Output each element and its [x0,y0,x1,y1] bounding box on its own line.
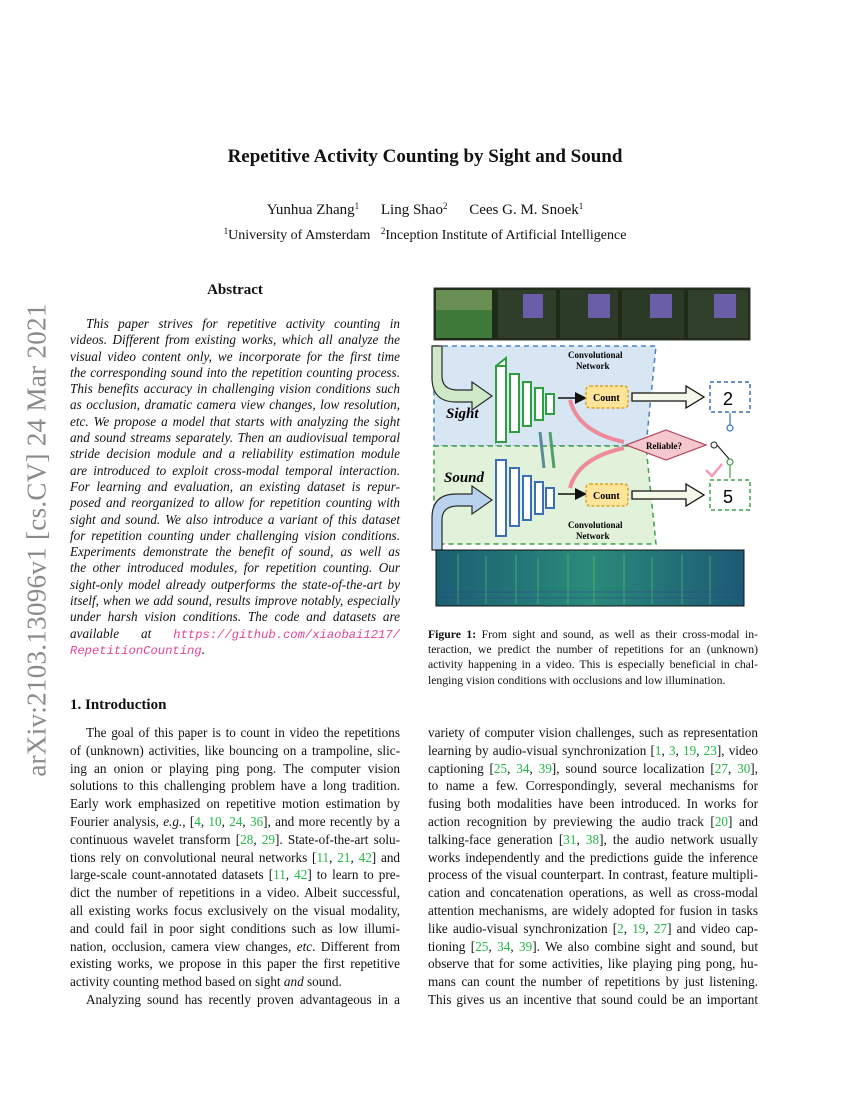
code-link[interactable]: https://github.com/xiaobai1217/ [173,627,400,642]
author: Ling Shao$^2$ [380,201,448,218]
text-line: large-scale count-annotated datasets [11, 42] to learn to pre- [70,867,400,883]
text-line: tioning [25, 34, 39]. We also combine sight and sound, but [428,938,758,954]
conv-label-top2: Network [576,361,610,371]
text-line: observe that for some activities, like playing ping pong, hu- [428,956,758,972]
text-line: action recognition by previewing the audio track [20] and [428,813,759,829]
svg-text:Reliable?: Reliable? [646,441,682,451]
conv-label-bottom2: Network [576,531,610,541]
svg-text:5: 5 [723,487,734,507]
text-line: process of the visual counterpart. In contrast, feature multipli- [428,867,758,883]
text-line: of (unknown) activities, like bouncing on a trampoline, slic- [70,742,400,758]
code-link-cont[interactable]: RepetitionCounting [70,643,202,658]
text-line: fusing both modalities have been introduced. In works for [428,796,758,812]
author: Cees G. M. Snoek$^1$ [469,201,584,218]
text-line: variety of computer vision challenges, such as representation [428,725,758,740]
author-list [0,201,850,219]
abstract-heading: Abstract [207,282,263,298]
paper-title: Repetitive Activity Counting by Sight and Sound [227,146,623,167]
text-line: ing an onion or playing ping pong. The computer vision [70,760,400,776]
text-line: Analyzing sound has recently proven advantageous in a [86,991,400,1007]
svg-text:Count: Count [593,491,620,502]
pipeline-diagram [428,282,758,614]
sound-label: Sound [444,470,485,486]
text-line: The goal of this paper is to count in video the repetitions [86,725,400,740]
figure-caption: Figure 1: From sight and sound, as well as their cross-modal in- teraction, we predict the number of repetitions for an (unknown) activity happening in a video. This is especially beneficial in chal- lenging vision conditions with occlusions and low illumination. [428,628,758,687]
text-line: and could fail in poor sight conditions such as low illumi- [70,920,400,936]
text-line: existing works, we propose in this paper the first repetitive [70,956,400,972]
text-line: continuous wavelet transform [28, 29]. State-of-the-art solu- [70,831,400,847]
text-line: cation and concatenation operations, as well as cross-modal [428,885,758,901]
arxiv-id: arXiv:2103.13096v1 [cs.CV] 24 Mar 2021 [21,303,52,777]
text-line: all existing works focus exclusively on the visual modality, [70,902,400,918]
check-mark [706,464,722,476]
author: Yunhua Zhang$^1$ [266,201,360,218]
svg-text:Count: Count [593,393,620,404]
intro-column-left [70,724,400,1009]
text-line: to name a few. Correspondingly, several mechanisms for [428,778,758,794]
section-heading-introduction: 1. Introduction [70,697,167,713]
text-line: like audio-visual synchronization [2, 19, 27] and video cap- [428,920,759,936]
intro-column-right [428,724,758,1009]
text-line: This gives us an incentive that sound could be an important [428,991,758,1007]
text-line: works independently and the predictions guide the inference [428,849,758,865]
text-line: captioning [25, 34, 39], sound source localization [27, 30], [428,760,758,776]
video-frames [434,288,750,340]
text-line: activity counting method based on sight and sound. [70,974,342,990]
text-line: Fourier analysis, e.g., [4, 10, 24, 36], and more recently by a [70,813,400,829]
text-line: talking-face generation [31, 38], the audio network usually [428,831,759,847]
conv-label-top: Convolutional [568,350,623,360]
text-line: dict the number of repetitions in a video. Albeit successful, [70,885,400,901]
text-line: mans can count the number of repetitions by just listening. [428,974,758,990]
text-line: tions rely on convolutional neural networks [11, 21, 42] and [70,849,401,865]
sight-label: Sight [446,406,479,422]
text-line: solutions to this challenging problem have a long tradition. [70,778,400,794]
text-line: attention mechanisms, are widely adopted for fusion in tasks [428,902,758,918]
text-line: Early work emphasized on repetitive motion estimation by [70,796,400,812]
affiliations: $^1$University of Amsterdam $^2$Inception Institute of Artificial Intelligence [223,226,627,243]
conv-label-bottom: Convolutional [568,520,623,530]
svg-text:2: 2 [723,389,734,409]
abstract-body: This paper strives for repetitive activity counting in videos. Different from existing works, which all analyze the visual video content only, we incorporate for the first time the corresponding sound into the repetition counting process. This benefits accuracy in challenging vision conditions such as occlusion, dramatic camera view changes, low resolution, etc. We propose a model that starts with analyzing the sight and sound streams separately. Then an audiovisual temporal stride decision module and a reliability estimation module are introduced to exploit cross-modal temporal interaction. For learning and evaluation, an existing dataset is repur- posed and reorganized to allow for repetition counting with sight and sound. We also introduce a variant of this dataset for repetition counting under challenging vision conditions. Experiments demonstrate the benefit of sound, as well as the other introduced modules, for repetition counting. Our sight-only model already outperforms the state-of-the-art by itself, when we add sound, results improve notably, especially under harsh vision conditions. The code and datasets are available at https://github.com/xiaobai1217/ RepetitionCounting. [70,316,400,658]
text-line: learning by audio-visual synchronization [1, 3, 19, 23], video [428,742,758,758]
figure-1 [428,282,758,614]
text-line: nation, occlusion, camera view changes, etc. Different from [70,938,400,954]
arxiv-sidebar [12,290,62,790]
